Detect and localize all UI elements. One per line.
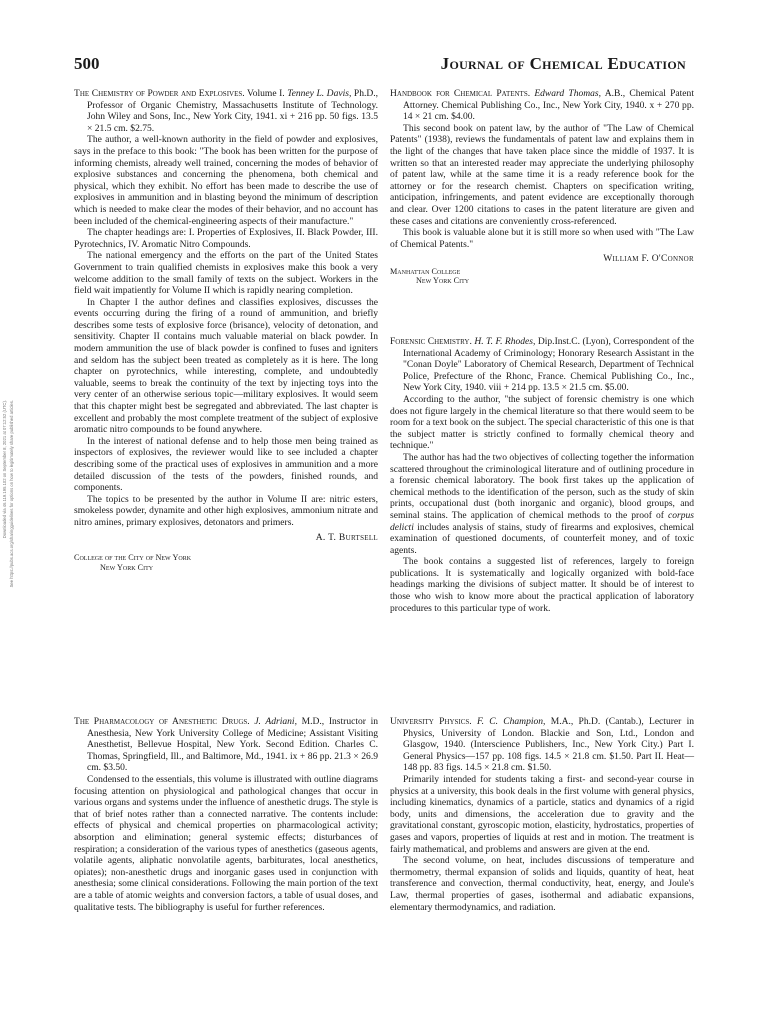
reviewer-affiliation [390,267,694,286]
page-number: 500 [74,54,100,73]
affiliation-line: New York City [100,562,154,572]
review-paragraph: This book is valuable alone but it is still more so when used with "The Law of Chemical Patents." [390,227,694,250]
review-paragraph: The book contains a suggested list of references, largely to foreign publications. It is systematically and logically organized with bold-face headings marking the divisions of subject matter. It should be of interest to those who wish to know more about the practical application of laboratory procedures to this particular type of work. [390,556,694,614]
review-header [74,88,378,134]
book-author: H. T. F. Rhodes, [474,336,536,347]
review-paragraph: Condensed to the essentials, this volume is illustrated with outline diagrams focusing attention on physiological and pathological changes that occur in various organs and systems under the influence of anesthetic drugs. The style is that of brief notes rather than a connected narrative. The contents include: effects of physical and chemical properties on pharmacological activity; absorption and elimination; general systemic effects; disturbances of respiration; a consideration of the various types of anesthetics (gaseous agents, volatile agents, aliphatic nonvolatile agents, barbiturates, local anesthetics, opiates); non-anesthetic drugs and inorganic gases used in conjunction with anesthesia; some clinical considerations. Following the main portion of the text are a table of atomic weights and conversion factors, a table of usual doses, and qualitative tests. The bibliography is useful for further references. [74,773,378,913]
book-author: F. C. Champion, [476,716,546,727]
reviewer-signature: A. T. Burtsell [315,531,378,543]
journal-title: Journal of Chemical Education [440,54,686,73]
review-paragraph: According to the author, "the subject of forensic chemistry is one which does not figure largely in the chemical literature so that there would seem to be room for a text book on the subject. The special characteristic of this one is that the subject matter is strictly confined to formally chemical theory and technique." [390,393,694,452]
review-paragraph [390,452,694,556]
latin-term: corpus delicti [390,509,694,533]
paragraph-text: The author has had the two objectives of collecting together the information scattered throughout the criminological literature and of outlining procedure in a forensic chemical laboratory. The book first takes up the application of chemical methods to the identification of the person, such as the study of skin prints, occupational dust (both inorganic and organic), blood groups, and seminal stains. The application of chemical methods to the proof of [390,451,694,521]
download-notice [2,400,30,680]
book-author: J. Adriani, [254,716,297,727]
reviewer-signature: William F. O'Connor [603,253,694,265]
review-powder-explosives [74,88,378,572]
book-title: Handbook for Chemical Patents. [390,88,531,99]
review-paragraph: Primarily intended for students taking a first- and second-year course in physics at a university, this book deals in the first volume with general physics, including kinematics, dynamics of a particle, statics and dynamics of a rigid body, units and dimensions, the acceleration due to gravity and the gravitational constant, gyroscopic motion, elasticity, hydrostatics, properties of gases and vapors, properties of liquids at rest and in motion. The treatment is fairly mathematical, and problems and answers are given at the end. [390,773,694,855]
review-header [390,336,694,394]
book-title: The Pharmacology of Anesthetic Drugs. [74,716,250,727]
review-paragraph: The topics to be presented by the author in Volume II are: nitric esters, smokeless powder, dynamite and other high explosives, ammonium nitrate and nitro amines, primary explosives, detonators and primers. [74,493,378,528]
sharing-guidelines-line: See https://pubs.acs.org/sharingguidelines for options on how to legitimately share published articles. [9,400,14,588]
review-chemical-patents [390,88,694,286]
review-paragraph: The author, a well-known authority in the field of powder and explosives, says in the preface to this book: "The book has been written for the purpose of informing chemists, already well trained, concerning the modes of behavior of explosive substances and concerning the phenomena, both chemical and physical, which they exhibit. No effort has been made to describe the use of explosives in ammunition and in blasting beyond the minimum of description which is needed to make clear the modes of their behavior, and no account has been included of the chemical-engineering aspects of their manufacture." [74,134,378,227]
book-volume: Volume I. [247,88,285,99]
review-forensic-chemistry [390,336,694,614]
affiliation-line: Manhattan College [390,266,461,276]
review-paragraph: The chapter headings are: I. Properties of Explosives, II. Black Powder, III. Pyrotechnics, IV. Aromatic Nitro Compounds. [74,227,378,250]
review-paragraph: In the interest of national defense and to help those men being trained as inspectors of explosives, the reviewer would like to see included a chapter describing some of the practical uses of explosives in ammunition and a more detailed discussion of the tests of the powders, finished rounds, and components. [74,435,378,494]
book-author: Edward Thomas, [534,88,602,99]
book-credits: M.D., Instructor in Anesthesia, New York University College of Medicine; Assistant Visiting Anesthetist, Bellevue Hospital, New York. Second Edition. Charles C. Thomas, Springfield, Ill., and Baltimore, Md., 1941. ix + 86 pp. 21.3 × 26.9 cm. $3.50. [87,716,379,774]
affiliation-line: College of the City of New York [74,553,192,563]
review-paragraph: The national emergency and the efforts on the part of the United States Government to train qualified chemists in explosives make this book a very welcome addition to the small family of texts on the subject. Workers in the field wait impatiently for Volume II which is rapidly nearing completion. [74,250,378,297]
review-anesthetic-drugs [74,716,378,913]
review-university-physics [390,716,694,913]
book-credits: Dip.Inst.C. (Lyon), Correspondent of the International Academy of Criminology; Honorary Research Assistant in the "Conan Doyle" Laboratory of Chemical Research, Department of Technical Police, Prefecture of the Rhonc, France. Chemical Publishing Co., Inc., New York City, 1940. viii + 214 pp. 13.5 × 21.5 cm. $5.00. [403,336,695,394]
book-author: Tenney L. Davis, [287,88,352,99]
review-header [390,88,694,123]
book-title: The Chemistry of Powder and Explosives. [74,88,245,99]
reviewer-affiliation [74,553,378,572]
review-paragraph: The second volume, on heat, includes discussions of temperature and thermometry, thermal expansion of solids and liquids, quantity of heat, heat transference and convection, thermal conductivity, heat, energy, and Joule's Law, thermal properties of gases, isothermal and adiabatic expansions, elementary thermodynamics, and radiation. [390,855,694,913]
review-paragraph: This second book on patent law, by the author of "The Law of Chemical Patents" (1938), reviews the fundamentals of patent law and explains them in the light of the changes that have taken place since the middle of 1937. It is written so that an interested reader may appreciate the underlying philosophy of patent law, while at the same time it is a ready reference book for the attorney or for the research chemist. Chapters on specification writing, anticipation, infringements, and patent evidence are exceptionally thorough and clear. Over 1200 citations to cases in the patent literature are given and these cases and citations are conveniently cross-referenced. [390,122,694,227]
review-paragraph: In Chapter I the author defines and classifies explosives, discusses the events occurring during the firing of a round of ammunition, and briefly describes some tests of explosive force (brisance), velocity of detonation, and sensitivity. Chapter II contains much valuable material on black powder. In modern ammunition the use of black powder is confined to fuses and igniters and seldom has the subject been treated as completely as it is here. The long chapter on pyrotechnics, while interesting, complete, and undoubtedly valuable, seems to break the continuity of the text by injecting toys into the very center of an otherwise serious topic—military explosives. It would seem that this chapter might best be segregated and abbreviated. The last chapter is excellent and probably the most complete treatment of the subject of explosive aromatic nitro compounds to be found anywhere. [74,296,378,436]
review-header [74,716,378,774]
review-header [390,716,694,774]
paragraph-text: includes analysis of stains, study of firearms and explosives, chemical examination of questioned documents, of counterfeit money, and of toxic agents. [390,521,695,556]
book-credits: Ph.D., Professor of Organic Chemistry, Massachusetts Institute of Technology. John Wiley and Sons, Inc., New York City, 1941. xi + 216 pp. 50 figs. 13.5 × 21.5 cm. $2.75. [87,88,379,134]
book-title: University Physics. [390,716,472,727]
book-title: Forensic Chemistry. [390,336,472,347]
book-credits: M.A., Ph.D. (Cantab.), Lecturer in Physics, University of London. Blackie and Son, Ltd., London and Glasgow, 1940. (Interscience Publishers, Inc., New York City.) Part I. General Physics—157 pp. 108 figs. 14.5 × 21.8 cm. $1.50. Part II. Heat—148 pp. 83 figs. 14.5 × 21.8 cm. $1.50. [403,716,695,774]
affiliation-line: New York City [416,276,470,286]
download-notice-line: Downloaded via 46.119.195.102 on September 8, 2021 at 07:12:52 (UTC). [2,400,7,539]
book-credits: A.B., Chemical Patent Attorney. Chemical Publishing Co., Inc., New York City, 1940. x + 270 pp. 14 × 21 cm. $4.00. [403,88,694,123]
